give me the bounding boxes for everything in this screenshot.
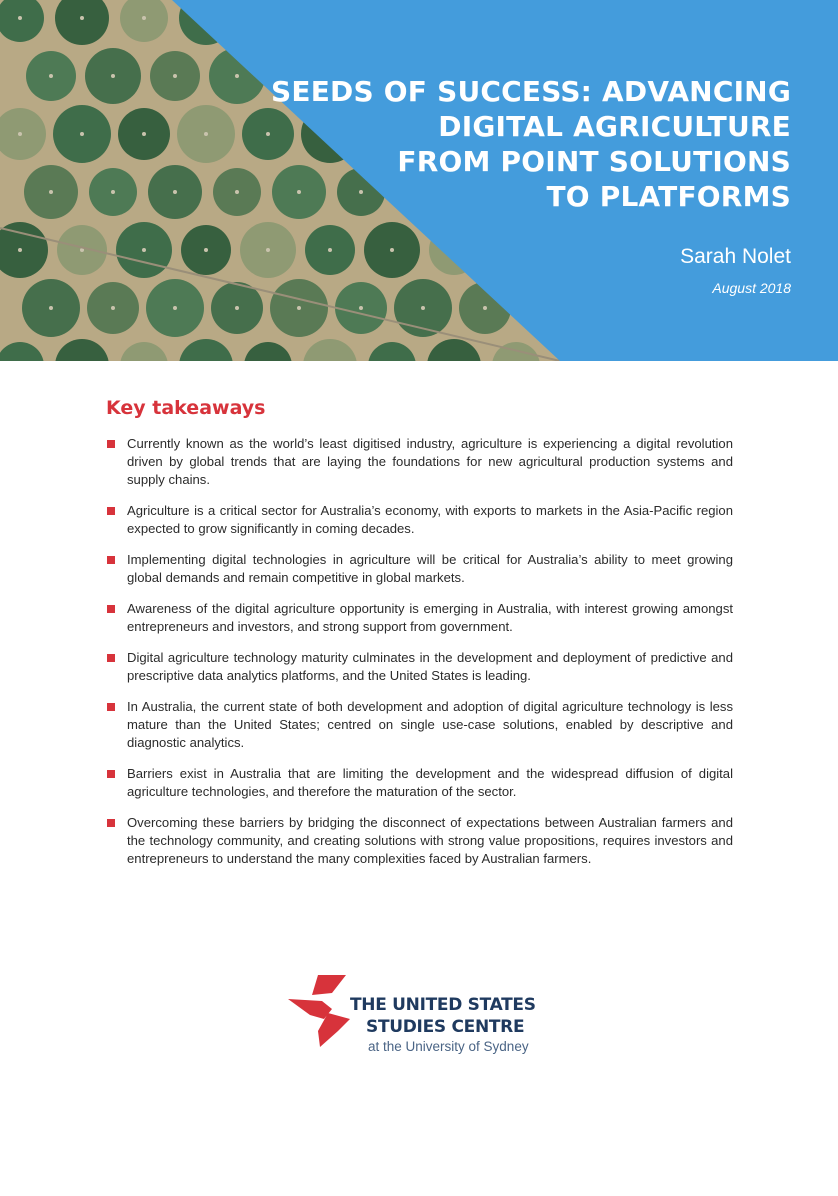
list-item-text: Overcoming these barriers by bridging the disconnect of expectations between Australian farmers and the technology community, and creating solutions with strong value propositions, requires investors and entrepreneurs to understand the many complexities faced by Australian farmers. [127,815,733,866]
list-item-text: Implementing digital technologies in agriculture will be critical for Australia’s ability to meet growing global demands and remain competitive in global markets. [127,552,733,585]
logo-line-3: at the University of Sydney [368,1039,529,1054]
star-logo-icon [288,975,352,1047]
red-square-bullet-icon [107,703,115,711]
list-item-text: Barriers exist in Australia that are limiting the development and the widespread diffusion of digital agriculture technologies, and therefore the maturation of the sector. [127,766,733,799]
pivot-center [49,306,53,310]
pivot-center [328,248,332,252]
pivot-center [266,132,270,136]
red-square-bullet-icon [107,440,115,448]
red-square-bullet-icon [107,770,115,778]
pivot-center [266,248,270,252]
pivot-center [18,248,22,252]
list-item-text: Digital agriculture technology maturity culminates in the development and deployment of predictive and prescriptive data analytics platforms, and the United States is leading. [127,650,733,683]
red-square-bullet-icon [107,654,115,662]
pivot-center [142,248,146,252]
author-name: Sarah Nolet [680,245,791,268]
takeaways-list [106,435,733,881]
list-item [106,814,733,868]
section-heading: Key takeaways [106,397,266,419]
title-line: SEEDS OF SUCCESS: ADVANCING [271,75,791,108]
red-square-bullet-icon [107,819,115,827]
pivot-center [18,132,22,136]
logo-line-2: STUDIES CENTRE [366,1017,525,1037]
pivot-center [80,16,84,20]
list-item [106,649,733,685]
pivot-center [204,248,208,252]
page-title [271,74,791,214]
pivot-center [235,306,239,310]
list-item [106,502,733,538]
pivot-center [173,190,177,194]
pivot-center [297,306,301,310]
pivot-center [204,132,208,136]
pivot-center [173,74,177,78]
list-item-text: In Australia, the current state of both development and adoption of digital agriculture technology is less mature than the United States; centred on single use-case solutions, enabled by descriptive and diagnostic analytics. [127,699,733,750]
list-item [106,435,733,489]
pivot-center [49,190,53,194]
pivot-center [483,306,487,310]
list-item-text: Agriculture is a critical sector for Australia’s economy, with exports to markets in the Asia-Pacific region expected to grow significantly in coming decades. [127,503,733,536]
pivot-center [235,74,239,78]
pivot-center [421,306,425,310]
title-line: FROM POINT SOLUTIONS [397,145,791,178]
list-item [106,765,733,801]
title-line: TO PLATFORMS [546,180,791,213]
pivot-center [390,248,394,252]
pivot-center [18,16,22,20]
pivot-center [80,132,84,136]
pivot-center [142,132,146,136]
logo-line-1: THE UNITED STATES [350,995,536,1015]
list-item-text: Currently known as the world’s least digitised industry, agriculture is experiencing a digital revolution driven by global trends that are laying the foundations for new agricultural production systems and supply chains. [127,436,733,487]
list-item-text: Awareness of the digital agriculture opportunity is emerging in Australia, with interest growing amongst entrepreneurs and investors, and strong support from government. [127,601,733,634]
list-item [106,551,733,587]
pivot-center [142,16,146,20]
red-square-bullet-icon [107,556,115,564]
pivot-center [111,190,115,194]
pivot-center [359,306,363,310]
title-line: DIGITAL AGRICULTURE [438,110,791,143]
pivot-center [111,306,115,310]
red-square-bullet-icon [107,605,115,613]
list-item [106,600,733,636]
pivot-center [173,306,177,310]
header-banner [0,0,838,361]
pivot-center [235,190,239,194]
list-item [106,698,733,752]
pivot-center [49,74,53,78]
publication-date: August 2018 [712,280,791,296]
ussc-logo [288,975,558,1060]
red-square-bullet-icon [107,507,115,515]
pivot-center [111,74,115,78]
